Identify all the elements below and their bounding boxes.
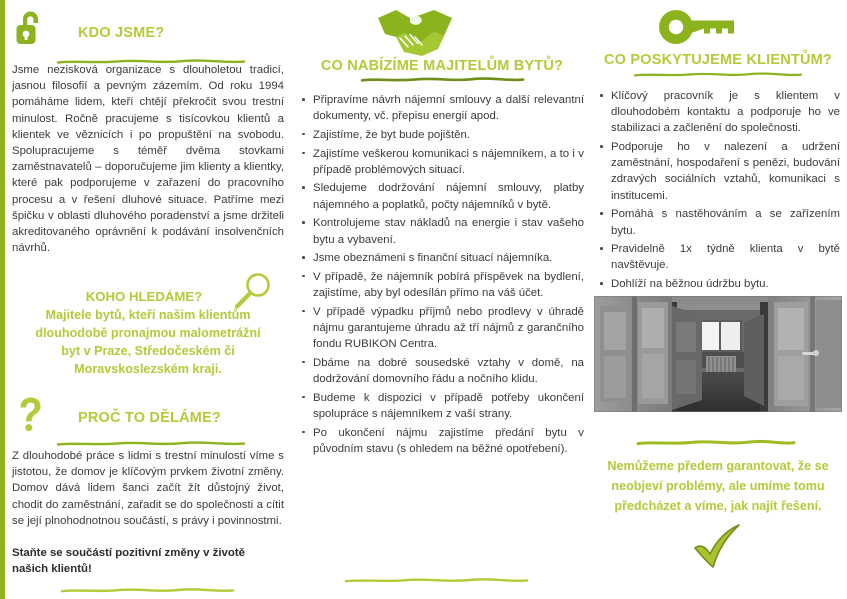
list-item: Dbáme na dobré sousedské vztahy v domě, na dodržování domovního řádu a nočního klidu. <box>300 355 584 387</box>
list-item: Dohlíží na běžnou údržbu bytu. <box>598 276 840 292</box>
squiggle-divider-bottom-middle <box>344 577 529 584</box>
squiggle-underline <box>360 76 525 83</box>
section-co-poskytujeme-header <box>594 52 842 78</box>
list-item: V případě, že nájemník pobírá příspěvek na bydlení, zajistíme, aby byl odesílán přímo na váš účet. <box>300 269 584 301</box>
list-item: Připravíme návrh nájemní smlouvy a další relevantní dokumenty, vč. přepisu energií apod. <box>300 92 584 124</box>
section-heading-co-poskytujeme: CO POSKYTUJEME KLIENTŮM? <box>604 52 832 68</box>
list-item: Pomáhá s nastěhováním a se zařízením bytu. <box>598 206 840 238</box>
green-checkmark-icon-wrapper <box>594 524 842 577</box>
section-heading-kdo-jsme: KDO JSME? <box>78 24 165 41</box>
squiggle-underline <box>633 71 803 78</box>
handshake-icon <box>374 6 456 65</box>
list-item: Kontrolujeme stav nákladů na energie i stav vašeho bytu a vybavení. <box>300 215 584 247</box>
callout-guarantee-line-3: předcházet a víme, jak najít řešení. <box>614 499 822 513</box>
paragraph-kdo-jsme: Jsme nezisková organizace s dlouholetou tradicí, jasnou filosofií a pevným zázemím. Od roku 1994 pomáháme lidem, kteří chtějí překročit svou trestní minulost. Ročně pracujeme s tisícovkou klientů a klientek ve věznicích i po propuštění na svobodu. Spolupracujeme s téměř dvěma stovkami zaměstnavatelů – doporučujeme jim klienty a klientky, které pak podporujeme v zařazení do pracovního procesu a v řešení dluhové situace. Patříme mezi špičku v oblasti dluhového poradenství a jsme držiteli akreditovaného oprávnění k podávání insolvenčních návrhů. <box>12 64 284 255</box>
list-item: Pravidelně 1x týdně klienta v bytě navštěvuje. <box>598 241 840 273</box>
list-item: Jsme obeznámeni s finanční situací nájemníka. <box>300 250 584 266</box>
squiggle-underline <box>56 440 246 447</box>
list-item: Sledujeme dodržování nájemní smlouvy, platby nájemného a poplatků, počty nájemníků v bytě. <box>300 180 584 212</box>
list-item: V případě výpadku příjmů nebo prodlevy v úhradě nájmu garantujeme úhradu až tří nájmů z garančního fondu RUBIKON Centra. <box>300 304 584 353</box>
callout-koho-hledame-line-3: byt v Praze, Středočeském či <box>61 344 235 358</box>
left-edge-accent-strip <box>0 0 5 599</box>
right-column <box>594 0 842 599</box>
squiggle-divider-right <box>636 439 796 446</box>
open-padlock-icon <box>14 8 44 57</box>
list-item: Zajistíme, že byt bude pojištěn. <box>300 127 584 143</box>
squiggle-divider-bottom-left <box>60 587 235 594</box>
section-co-nabizime-header <box>296 58 588 83</box>
callout-koho-hledame-line-1: Majitele bytů, kteří našim klientům <box>45 308 251 322</box>
green-checkmark-icon <box>691 524 745 577</box>
callout-guarantee-line-1: Nemůžeme předem garantovat, že se <box>607 459 829 473</box>
apartment-interior-photo <box>594 296 842 412</box>
section-heading-proc-to-delame: PROČ TO DĚLÁME? <box>78 409 221 426</box>
callout-koho-hledame-line-4: Moravskoslezském kraji. <box>74 362 222 376</box>
bold-call-to-action: Staňte se součástí pozitivní změny v životě našich klientů! <box>12 547 245 576</box>
middle-column <box>296 0 588 599</box>
section-heading-co-nabizime: CO NABÍZÍME MAJITELŮM BYTŮ? <box>320 58 564 74</box>
list-item: Podporuje ho v nalezení a udržení zaměstnání, hospodaření s penězi, budování zdravých sociálních vztahů, komunikaci s institucemi. <box>598 139 840 204</box>
list-item: Po ukončení nájmu zajistíme předání bytu v původním stavu (s ohledem na běžné opotřebení). <box>300 425 584 457</box>
paragraph-proc-to-delame: Z dlouhodobé práce s lidmi s trestní minulostí víme s jistotou, že domov je klíčovým prvkem životní změny. Domov dává lidem šanci začít žít důstojný život, chodit do zaměstnání, zařadit se do společnosti a cítit se její plnohodnotnou součástí, s právy i povinnostmi. <box>12 450 284 527</box>
section-kdo-jsme-header <box>8 8 290 65</box>
list-co-poskytujeme <box>598 88 840 327</box>
section-proc-to-delame-header <box>8 396 290 447</box>
question-mark-icon <box>14 396 44 439</box>
list-item: Klíčový pracovník je s klientem v dlouhodobém kontaktu a podporuje ho ve stabilizaci a začlenění do společnosti. <box>598 88 840 137</box>
section-heading-koho-hledame: KOHO HLEDÁME? <box>85 289 203 304</box>
list-item: Budeme k dispozici v případě potřeby ukončení spolupráce s nájemníkem z vaší strany. <box>300 390 584 422</box>
left-column <box>8 0 290 599</box>
callout-koho-hledame-line-2: dlouhodobě pronajmou malometrážní <box>35 326 261 340</box>
callout-guarantee-line-2: neobjeví problémy, ale umíme tomu <box>611 479 825 493</box>
list-co-nabizime <box>300 92 584 457</box>
list-item: Zajistíme veškerou komunikaci s nájemníkem, a to i v případě problémových situací. <box>300 146 584 178</box>
